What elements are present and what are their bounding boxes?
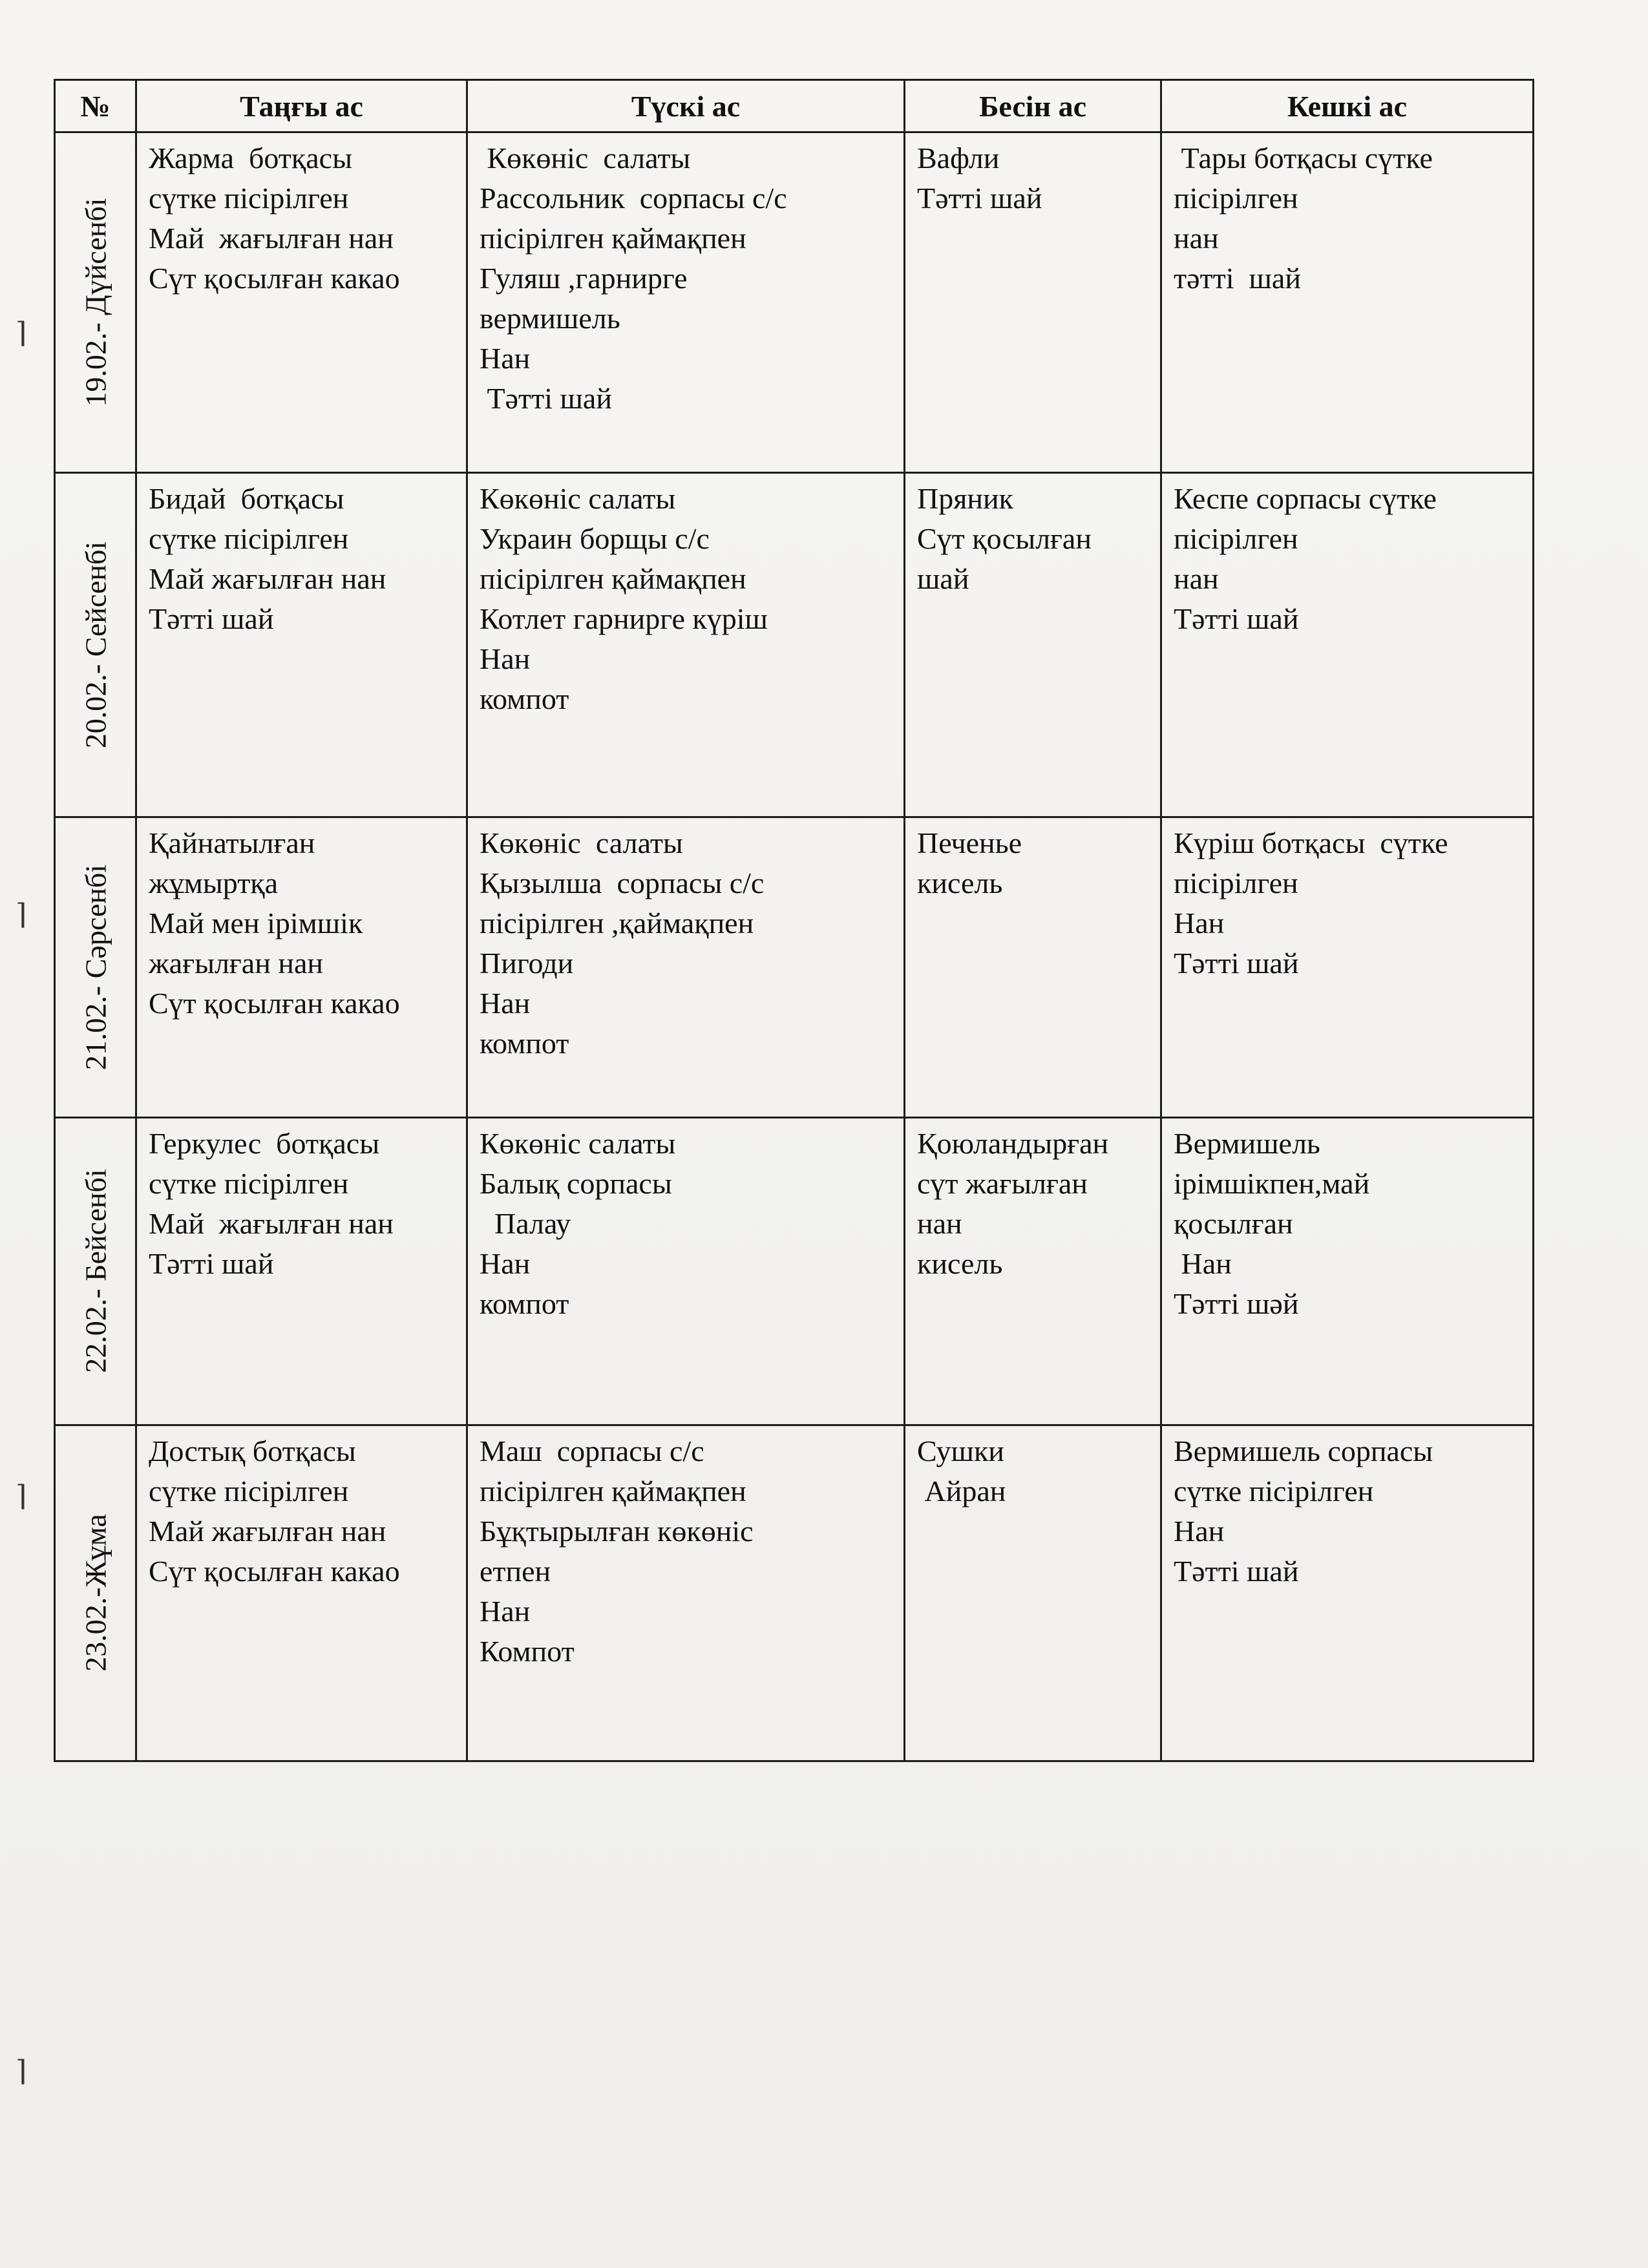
table-row: [55, 473, 1534, 817]
menu-item: Тәтті шай: [1174, 602, 1299, 636]
menu-item: Май жағылған нан: [149, 1514, 386, 1548]
menu-item: Печенье: [917, 826, 1022, 859]
menu-item: Май жағылған нан: [149, 222, 394, 255]
day-cell: [55, 1425, 136, 1761]
menu-item: пісірілген қаймақпен: [480, 1474, 746, 1507]
menu-item: жұмыртқа: [149, 866, 279, 899]
menu-item: Нан: [1174, 906, 1225, 940]
snack-cell: [905, 817, 1161, 1117]
menu-item: Маш сорпасы с/с: [480, 1434, 704, 1467]
menu-item: Көкөніс салаты: [480, 142, 691, 174]
menu-item: Тәтті шай: [149, 1247, 274, 1281]
dinner-cell: [1161, 817, 1534, 1117]
menu-item: пісірілген: [1174, 866, 1298, 899]
snack-cell: [905, 132, 1161, 473]
day-label: 23.02.-Жұма: [79, 1514, 112, 1672]
menu-item: Жарма ботқасы: [149, 142, 352, 174]
menu-item: Май мен ірімшік: [149, 906, 363, 940]
menu-item: Пряник: [917, 482, 1013, 516]
menu-item: тәтті шай: [1174, 262, 1301, 295]
menu-item: қосылған: [1174, 1207, 1293, 1241]
lunch-cell: [467, 1425, 905, 1761]
menu-item: Тәтті шай: [1174, 1554, 1299, 1588]
header-snack: Бесін ас: [905, 80, 1161, 132]
menu-item: Достық ботқасы: [149, 1434, 356, 1467]
menu-item: Вафли: [917, 142, 1000, 174]
menu-item: пісірілген: [1174, 182, 1298, 215]
menu-item: Кеспе сорпасы сүтке: [1174, 482, 1437, 516]
menu-item: сүтке пісірілген: [149, 522, 349, 556]
day-label: 22.02.- Бейсенбі: [79, 1169, 112, 1374]
header-number: №: [55, 80, 136, 132]
menu-item: сүтке пісірілген: [149, 1167, 349, 1201]
menu-item: Сүт қосылған какао: [149, 1554, 400, 1588]
dinner-cell: [1161, 1118, 1534, 1425]
menu-item: Қоюландырған: [917, 1127, 1109, 1160]
menu-item: ірімшікпен,май: [1174, 1167, 1370, 1201]
menu-item: Бидай ботқасы: [149, 482, 344, 516]
menu-item: пісірілген: [1174, 522, 1298, 556]
menu-item: Нан: [1174, 1514, 1225, 1548]
snack-cell: [905, 473, 1161, 817]
menu-item: Пигоди: [480, 946, 574, 980]
menu-item: Геркулес ботқасы: [149, 1127, 380, 1160]
lunch-cell: [467, 1118, 905, 1425]
menu-item: Қызылша сорпасы с/с: [480, 866, 765, 899]
breakfast-cell: [136, 132, 467, 473]
menu-item: Вермишель сорпасы: [1174, 1434, 1433, 1467]
menu-item: Тәтті шай: [917, 182, 1042, 215]
margin-mark: ⌉: [16, 2055, 27, 2087]
menu-item: кисель: [917, 866, 1003, 899]
menu-item: компот: [480, 682, 569, 716]
menu-item: Рассольник сорпасы с/с: [480, 182, 787, 215]
menu-item: пісірілген қаймақпен: [480, 562, 746, 596]
menu-item: Май жағылған нан: [149, 1207, 394, 1241]
snack-cell: [905, 1425, 1161, 1761]
day-label: 20.02.- Сейсенбі: [79, 541, 112, 749]
menu-item: Тары ботқасы сүтке: [1174, 142, 1433, 174]
header-lunch: Түскі ас: [467, 80, 905, 132]
menu-item: пісірілген қаймақпен: [480, 222, 746, 255]
menu-item: Қайнатылған: [149, 826, 315, 859]
table-row: [55, 132, 1534, 473]
breakfast-cell: [136, 1425, 467, 1761]
lunch-cell: [467, 817, 905, 1117]
margin-mark: ⌉: [16, 899, 27, 930]
menu-item: Гуляш ,гарнирге: [480, 262, 688, 295]
menu-item: вермишель: [480, 302, 620, 335]
dinner-cell: [1161, 473, 1534, 817]
menu-item: нан: [1174, 562, 1219, 596]
menu-item: Украин борщы с/с: [480, 522, 710, 556]
margin-mark: ⌉: [16, 1480, 27, 1512]
day-label: 19.02.- Дүйсенбі: [79, 198, 112, 407]
menu-item: Көкөніс салаты: [480, 482, 676, 516]
day-cell: [55, 132, 136, 473]
menu-item: компот: [480, 1026, 569, 1060]
menu-item: Май жағылған нан: [149, 562, 386, 596]
menu-item: сүтке пісірілген: [149, 182, 349, 215]
header-dinner: Кешкі ас: [1161, 80, 1534, 132]
menu-item: етпен: [480, 1554, 551, 1588]
day-label: 21.02.- Сәрсенбі: [79, 864, 112, 1071]
menu-item: Тәтті шай: [480, 382, 612, 415]
menu-item: сүтке пісірілген: [1174, 1474, 1374, 1507]
table-row: [55, 1425, 1534, 1761]
day-cell: [55, 1118, 136, 1425]
breakfast-cell: [136, 1118, 467, 1425]
menu-item: сүтке пісірілген: [149, 1474, 349, 1507]
menu-item: нан: [917, 1207, 962, 1241]
menu-item: Палау: [480, 1207, 571, 1241]
table-row: [55, 1118, 1534, 1425]
menu-item: Сушки: [917, 1434, 1004, 1467]
table-row: [55, 817, 1534, 1117]
menu-item: Көкөніс салаты: [480, 1127, 676, 1160]
menu-item: Тәтті шәй: [1174, 1287, 1299, 1321]
menu-item: Күріш ботқасы сүтке: [1174, 826, 1448, 859]
menu-item: Сүт қосылған какао: [149, 262, 400, 295]
lunch-cell: [467, 132, 905, 473]
menu-item: жағылған нан: [149, 946, 323, 980]
day-cell: [55, 817, 136, 1117]
menu-item: Тәтті шай: [149, 602, 274, 636]
menu-item: Нан: [480, 642, 531, 676]
dinner-cell: [1161, 1425, 1534, 1761]
menu-item: пісірілген ,қаймақпен: [480, 906, 754, 940]
menu-item: Көкөніс салаты: [480, 826, 683, 859]
breakfast-cell: [136, 473, 467, 817]
lunch-cell: [467, 473, 905, 817]
menu-item: сүт жағылған: [917, 1167, 1088, 1201]
menu-item: Сүт қосылған: [917, 522, 1092, 556]
header-breakfast: Таңғы ас: [136, 80, 467, 132]
menu-item: Вермишель: [1174, 1127, 1320, 1160]
menu-item: Котлет гарнирге күріш: [480, 602, 768, 636]
header-row: [55, 80, 1534, 132]
menu-item: Нан: [480, 342, 531, 375]
weekly-menu-table: [54, 79, 1534, 1762]
menu-item: шай: [917, 562, 969, 596]
menu-item: Нан: [480, 1247, 531, 1281]
menu-item: Тәтті шай: [1174, 946, 1299, 980]
menu-item: компот: [480, 1287, 569, 1321]
menu-item: кисель: [917, 1247, 1003, 1281]
menu-item: Бұқтырылған көкөніс: [480, 1514, 754, 1548]
menu-item: Сүт қосылған какао: [149, 986, 400, 1020]
menu-item: Айран: [917, 1474, 1006, 1507]
margin-mark: ⌉: [16, 317, 27, 349]
breakfast-cell: [136, 817, 467, 1117]
menu-item: Компот: [480, 1634, 575, 1668]
snack-cell: [905, 1118, 1161, 1425]
menu-item: нан: [1174, 222, 1219, 255]
day-cell: [55, 473, 136, 817]
menu-item: Нан: [480, 986, 531, 1020]
menu-item: Нан: [480, 1594, 531, 1628]
menu-item: Балық сорпасы: [480, 1167, 672, 1201]
dinner-cell: [1161, 132, 1534, 473]
menu-item: Нан: [1174, 1247, 1232, 1281]
